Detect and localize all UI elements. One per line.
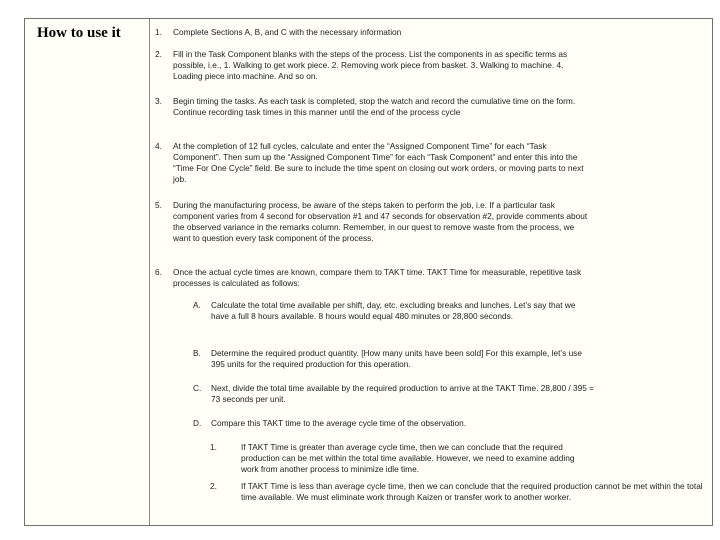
step-text: Fill in the Task Component blanks with the steps of the process. List the components in as specific terms as possible, i.e., 1. Walking to get work piece. 2. Removing work piece from basket. 3. Walking to machine. 4. Loading piece into machine. And so on.	[173, 49, 568, 81]
subsubstep-number: 2.	[210, 481, 217, 491]
instruction-panel	[24, 18, 713, 526]
substep-text: Compare this TAKT time to the average cycle time of the observation.	[211, 418, 467, 428]
substep-text: Calculate the total time available per shift, day, etc. excluding breaks and lunches. Let’s say that we have a full 8 hours available. 8 hours would equal 480 minutes or 28,800 seconds.	[211, 300, 576, 321]
substep-text: Next, divide the total time available by the required production to arrive at the TAKT Time. 28,800 / 395 = 73 seconds per unit.	[211, 383, 595, 404]
subsubstep-text: If TAKT Time is less than average cycle time, then we can conclude that the required production cannot be met within the total time available. We must eliminate work through Kaizen or transfer work to another worker.	[241, 481, 703, 502]
substep-letter: D.	[193, 418, 202, 428]
step-text: Once the actual cycle times are known, compare them to TAKT time. TAKT Time for measurable, repetitive task processes is calculated as follows:	[173, 267, 582, 288]
step-number: 3.	[155, 96, 162, 106]
step-number: 4.	[155, 141, 162, 151]
step-text: At the completion of 12 full cycles, calculate and enter the “Assigned Component Time” for each “Task Component”. Then sum up the “Assigned Component Time” for each “Task Component” and enter this into the “Time For One Cycle” field. Be sure to include the time spent on closing out work orders, or moving parts to next job.	[173, 141, 584, 184]
substep-text: Determine the required product quantity. [How many units have been sold] For this example, let’s use 395 units for the required production for this operation.	[211, 348, 582, 369]
step-number: 1.	[155, 27, 162, 37]
subsubstep-number: 1.	[210, 442, 217, 452]
instructions-content	[25, 19, 712, 525]
page-title: How to use it	[37, 25, 121, 41]
step-text: Complete Sections A, B, and C with the necessary information	[173, 27, 402, 37]
substep-letter: B.	[193, 348, 201, 358]
step-number: 5.	[155, 200, 162, 210]
step-number: 2.	[155, 49, 162, 59]
subsubstep-text: If TAKT Time is greater than average cycle time, then we can conclude that the required production can be met within the total time available. However, we need to examine adding work from another process to minimize idle time.	[241, 442, 575, 474]
substep-letter: A.	[193, 300, 201, 310]
substep-letter: C.	[193, 383, 202, 393]
step-text: Begin timing the tasks. As each task is completed, stop the watch and record the cumulative time on the form. Continue recording task times in this manner until the end of the process cycle	[173, 96, 576, 117]
step-number: 6.	[155, 267, 162, 277]
step-text: During the manufacturing process, be aware of the steps taken to perform the job, i.e. If a particular task component varies from 4 second for observation #1 and 47 seconds for observation #2, provide comments about the observed variance in the remarks column. Remember, in our quest to remove waste from the process, we want to question every task component of the process.	[173, 200, 588, 243]
